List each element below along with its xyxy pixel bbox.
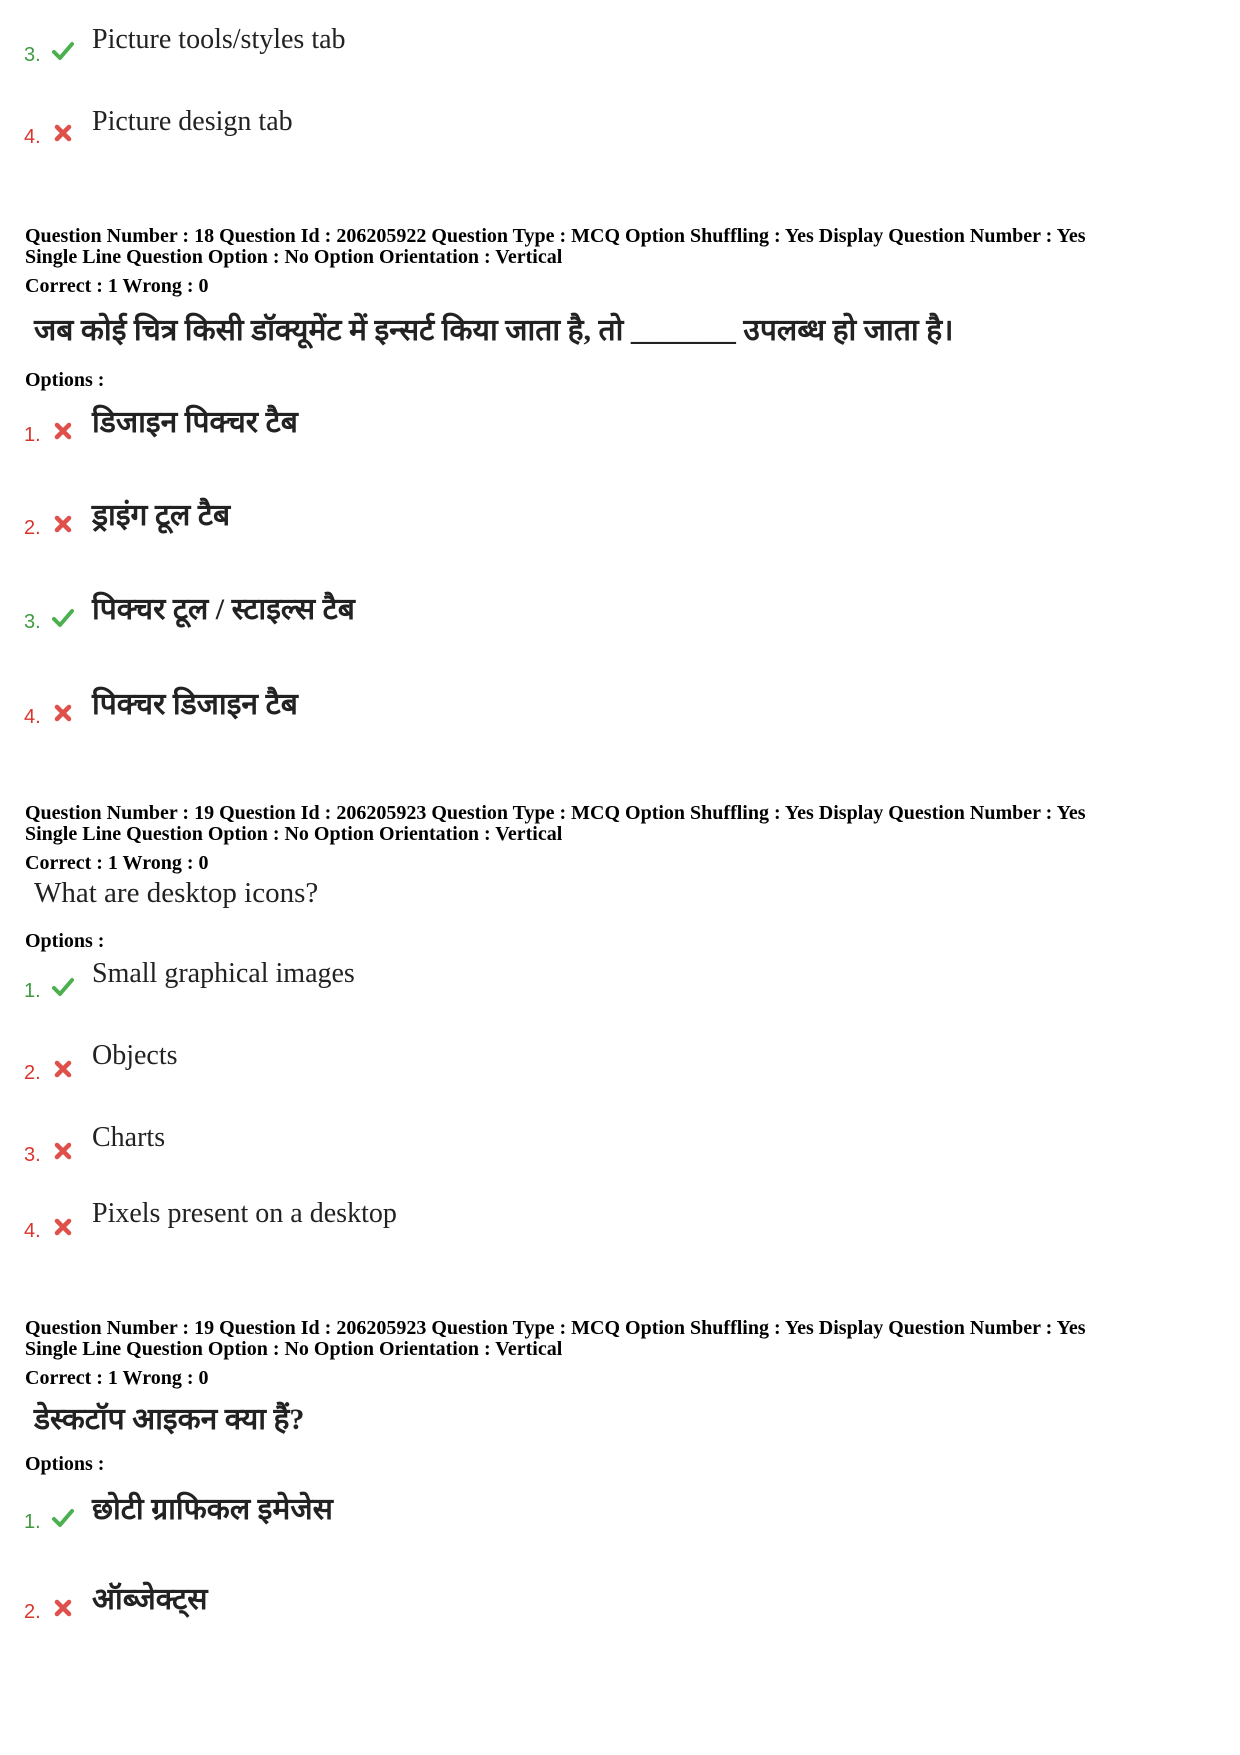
option-text: डिजाइन पिक्चर टैब [92,406,298,439]
question-meta-line2: Single Line Question Option : No Option Orientation : Vertical [25,1338,563,1360]
option-number: 2. [24,1062,41,1084]
option-text: छोटी ग्राफिकल इमेजेस [92,1493,333,1526]
wrong-cross-icon [52,702,74,724]
option-number: 4. [24,1220,41,1242]
options-label: Options : [25,369,105,391]
wrong-cross-icon [52,1140,74,1162]
option-text: Charts [92,1122,166,1153]
question-score: Correct : 1 Wrong : 0 [25,852,209,874]
question-meta-line1: Question Number : 19 Question Id : 206205923 Question Type : MCQ Option Shuffling : Yes Display Question Number : Yes [25,1317,1086,1339]
correct-check-icon [52,976,74,998]
wrong-cross-icon [52,1058,74,1080]
wrong-cross-icon [52,420,74,442]
option-item [0,1040,1240,1090]
wrong-cross-icon [52,1597,74,1619]
option-number: 4. [24,706,41,728]
option-item [0,587,1240,637]
question-score: Correct : 1 Wrong : 0 [25,1367,209,1389]
option-number: 1. [24,980,41,1002]
options-label: Options : [25,930,105,952]
option-item [0,1198,1240,1248]
option-text: Picture design tab [92,106,293,137]
question-meta-line1: Question Number : 19 Question Id : 206205923 Question Type : MCQ Option Shuffling : Yes Display Question Number : Yes [25,802,1086,824]
correct-check-icon [52,607,74,629]
option-number: 3. [24,1144,41,1166]
option-number: 4. [24,126,41,148]
option-text: Pixels present on a desktop [92,1198,397,1229]
option-text: Small graphical images [92,958,355,989]
option-text: Picture tools/styles tab [92,24,346,55]
option-text: ऑब्जेक्ट्स [92,1583,208,1616]
options-label: Options : [25,1453,105,1475]
option-item [0,24,1240,74]
option-number: 2. [24,517,41,539]
option-item [0,1487,1240,1537]
option-item [0,106,1240,156]
question-meta-line1: Question Number : 18 Question Id : 206205922 Question Type : MCQ Option Shuffling : Yes Display Question Number : Yes [25,225,1086,247]
option-text: Objects [92,1040,178,1071]
option-text: पिक्चर टूल / स्टाइल्स टैब [92,593,355,626]
option-item [0,1577,1240,1627]
question-meta-line2: Single Line Question Option : No Option Orientation : Vertical [25,823,563,845]
wrong-cross-icon [52,1216,74,1238]
option-item [0,682,1240,732]
question-text: डेस्कटॉप आइकन क्या हैं? [34,1403,305,1436]
correct-check-icon [52,1507,74,1529]
option-text: ड्राइंग टूल टैब [92,499,231,532]
option-item [0,1122,1240,1172]
question-text: जब कोई चित्र किसी डॉक्यूमेंट में इन्सर्ट किया जाता है, तो _______ उपलब्ध हो जाता है। [34,314,954,347]
option-number: 3. [24,611,41,633]
option-number: 2. [24,1601,41,1623]
question-score: Correct : 1 Wrong : 0 [25,275,209,297]
question-text: What are desktop icons? [34,877,319,909]
option-number: 1. [24,1511,41,1533]
wrong-cross-icon [52,513,74,535]
wrong-cross-icon [52,122,74,144]
option-number: 1. [24,424,41,446]
correct-check-icon [52,40,74,62]
option-text: पिक्चर डिजाइन टैब [92,688,298,721]
option-item [0,400,1240,450]
option-item [0,958,1240,1008]
option-number: 3. [24,44,41,66]
option-item [0,493,1240,543]
question-meta-line2: Single Line Question Option : No Option Orientation : Vertical [25,246,563,268]
